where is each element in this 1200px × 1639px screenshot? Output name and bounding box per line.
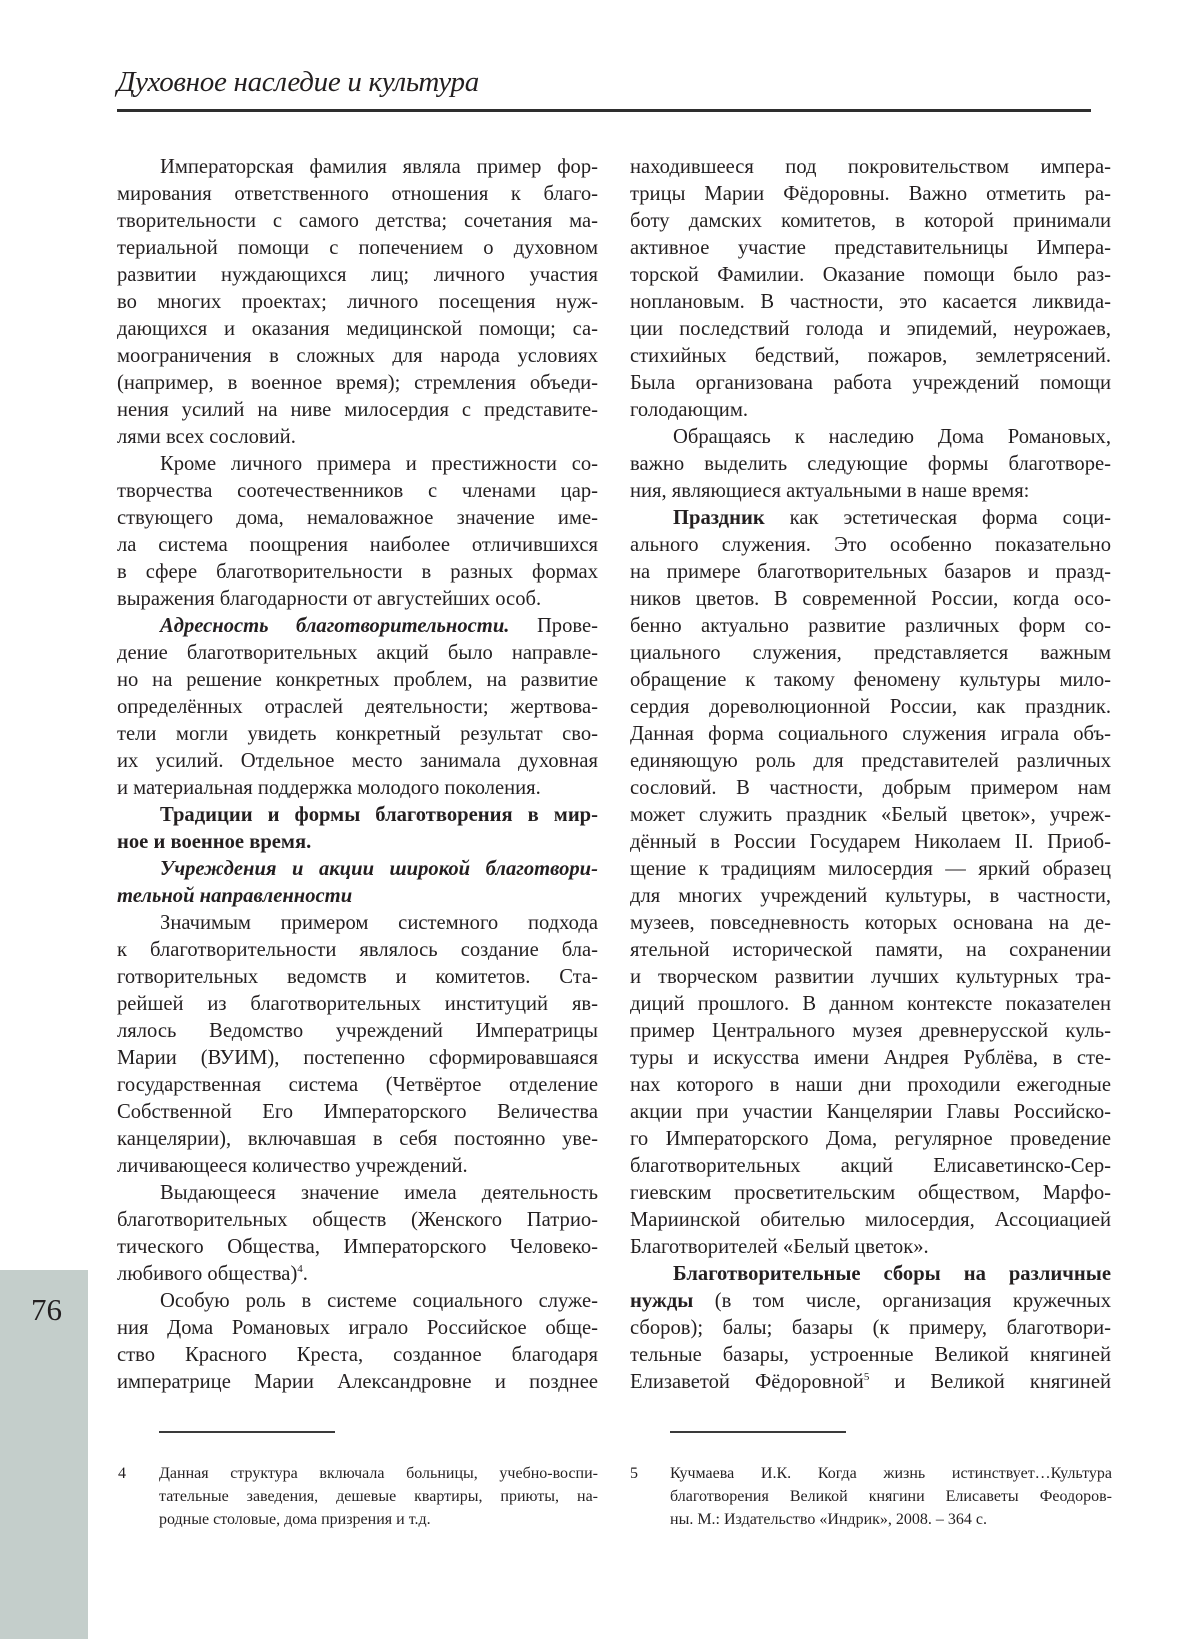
text-line: нах которого в наши дни проходили ежегодные: [630, 1072, 1111, 1099]
footnote-text: [159, 1462, 598, 1531]
text-line: дение благотворительных акций было направле-: [117, 640, 598, 667]
text-line: акции при участии Канцелярии Главы Российско-: [630, 1099, 1111, 1126]
text-line: творчества соотечественников с членами цар-: [117, 478, 598, 505]
footnote-line: Кучмаева И.К. Когда жизнь истинствует…Культура: [670, 1462, 1112, 1485]
text-line: творительности с самого детства; сочетания ма-: [117, 208, 598, 235]
text-line: голодающим.: [630, 397, 1111, 424]
text-line: [630, 1261, 1111, 1288]
footnote-reference: 4: [297, 1263, 303, 1275]
text-line: благотворительных акций Елисаветинско-Сер-: [630, 1153, 1111, 1180]
text-line: Была организована работа учреждений помощи: [630, 370, 1111, 397]
text-line: гиевским просветительским обществом, Марфо-: [630, 1180, 1111, 1207]
text-line: моограничения в сложных для народа условиях: [117, 343, 598, 370]
text-line: но на решение конкретных проблем, на развитие: [117, 667, 598, 694]
text-line: ников цветов. В современной России, когда осо-: [630, 586, 1111, 613]
text-line: ство Красного Креста, созданное благодаря: [117, 1342, 598, 1369]
text-line: диций прошлого. В данном контексте показателен: [630, 991, 1111, 1018]
text-line: и творческом развитии лучших культурных тра-: [630, 964, 1111, 991]
footnote-line: тательные заведения, дешевые квартиры, приюты, на-: [159, 1485, 598, 1508]
text-line: го Императорского Дома, регулярное проведение: [630, 1126, 1111, 1153]
text-line: мирования ответственного отношения к благо-: [117, 181, 598, 208]
text-line: бенно актуально развитие различных форм со-: [630, 613, 1111, 640]
text-line: пример Центрального музея древнерусской куль-: [630, 1018, 1111, 1045]
text-line: териальной помощи с попечением о духовном: [117, 235, 598, 262]
footnote-line: благотворения Великой княгини Елисаветы Феодоров-: [670, 1485, 1112, 1508]
text-line: для многих учреждений культуры, в частности,: [630, 883, 1111, 910]
text-line: тического Общества, Императорского Человеко-: [117, 1234, 598, 1261]
text-line: Благотворителей «Белый цветок».: [630, 1234, 1111, 1261]
text-run: Адресность благотворительности.: [160, 615, 509, 637]
text-line: важно выделить следующие формы благотворе-: [630, 451, 1111, 478]
footnote-reference: 5: [864, 1371, 870, 1383]
text-line: тели могли увидеть конкретный результат сво-: [117, 721, 598, 748]
text-line: обращение к такому феномену культуры мило-: [630, 667, 1111, 694]
text-line: в сфере благотворительности в разных формах: [117, 559, 598, 586]
text-line: Данная форма социального служения играла объ-: [630, 721, 1111, 748]
text-line: их усилий. Отдельное место занимала духовная: [117, 748, 598, 775]
text-line: дающихся и оказания медицинской помощи; са-: [117, 316, 598, 343]
text-line: ального служения. Это особенно показательно: [630, 532, 1111, 559]
text-run: Прове-: [509, 615, 598, 637]
text-line: Значимым примером системного подхода: [117, 910, 598, 937]
text-line: Традиции и формы благотворения в мир-: [117, 802, 598, 829]
text-line: единяющую роль для представителей различных: [630, 748, 1111, 775]
text-line: готворительных ведомств и комитетов. Ста-: [117, 964, 598, 991]
text-line: Учреждения и акции широкой благотвори-: [117, 856, 598, 883]
header-rule: [117, 109, 1091, 112]
text-line: активное участие представительницы Импера-: [630, 235, 1111, 262]
text-run: Елизаветой Фёдоровной: [630, 1371, 864, 1393]
text-line: [630, 1288, 1111, 1315]
text-line: Кроме личного примера и престижности со-: [117, 451, 598, 478]
text-run: Праздник: [673, 507, 765, 529]
footnote-text: [670, 1462, 1112, 1531]
text-line: тельной направленности: [117, 883, 598, 910]
text-line: Императорская фамилия являла пример фор-: [117, 154, 598, 181]
text-line: щение к традициям милосердия — яркий образец: [630, 856, 1111, 883]
text-line: канцелярии), включавшая в себя постоянно уве-: [117, 1126, 598, 1153]
text-line: Обращаясь к наследию Дома Романовых,: [630, 424, 1111, 451]
text-line: боту дамских комитетов, в которой принимали: [630, 208, 1111, 235]
text-run: как эстетическая форма соци-: [765, 507, 1111, 529]
text-line: ния, являющиеся актуальными в наше время:: [630, 478, 1111, 505]
text-run: (в том числе, организация кружечных: [693, 1290, 1111, 1312]
text-line: ное и военное время.: [117, 829, 598, 856]
text-line: лями всех сословий.: [117, 424, 598, 451]
text-line: [630, 505, 1111, 532]
text-line: императрице Марии Александровне и позднее: [117, 1369, 598, 1396]
text-line: на примере благотворительных базаров и празд-: [630, 559, 1111, 586]
footnote-line: ны. М.: Издательство «Индрик», 2008. – 364 с.: [670, 1508, 1112, 1531]
text-line: музеев, повседневность которых основана на де-: [630, 910, 1111, 937]
footnote-separator-right: [670, 1431, 846, 1433]
footnote-number: 5: [630, 1462, 638, 1485]
text-line: дённый в России Государем Николаем II. Приоб-: [630, 829, 1111, 856]
text-run: нужды: [630, 1290, 693, 1312]
text-line: ния Дома Романовых играло Российское обще-: [117, 1315, 598, 1342]
text-line: [117, 1261, 598, 1288]
text-line: государственная система (Четвёртое отделение: [117, 1072, 598, 1099]
text-line: находившееся под покровительством импера-: [630, 154, 1111, 181]
text-line: может служить праздник «Белый цветок», учреж-: [630, 802, 1111, 829]
text-run: Благотворительные сборы на различные: [673, 1263, 1111, 1285]
text-line: благотворительных обществ (Женского Патрио-: [117, 1207, 598, 1234]
text-run: и Великой княгиней: [869, 1371, 1111, 1393]
text-line: нения усилий на ниве милосердия с представите-: [117, 397, 598, 424]
text-line: ции последствий голода и эпидемий, неурожаев,: [630, 316, 1111, 343]
text-line: сословий. В частности, добрым примером нам: [630, 775, 1111, 802]
text-line: Особую роль в системе социального служе-: [117, 1288, 598, 1315]
text-line: Собственной Его Императорского Величества: [117, 1099, 598, 1126]
text-line: и материальная поддержка молодого поколения.: [117, 775, 598, 802]
footnote-separator-left: [159, 1431, 335, 1433]
text-line: сборов); балы; базары (к примеру, благотвори-: [630, 1315, 1111, 1342]
text-line: стихийных бедствий, пожаров, землетрясений.: [630, 343, 1111, 370]
text-line: лялось Ведомство учреждений Императрицы: [117, 1018, 598, 1045]
text-line: развитии нуждающихся лиц; личного участия: [117, 262, 598, 289]
footnote-number: 4: [118, 1462, 126, 1485]
text-line: выражения благодарности от августейших особ.: [117, 586, 598, 613]
text-line: [630, 1369, 1111, 1396]
text-line: Марии (ВУИМ), постепенно сформировавшаяся: [117, 1045, 598, 1072]
text-line: Выдающееся значение имела деятельность: [117, 1180, 598, 1207]
text-line: [117, 613, 598, 640]
left-text-column: [117, 154, 598, 1396]
text-line: определённых отраслей деятельности; жертвова-: [117, 694, 598, 721]
right-text-column: [630, 154, 1111, 1396]
text-line: Мариинской обителью милосердия, Ассоциацией: [630, 1207, 1111, 1234]
text-line: тельные базары, устроенные Великой княгиней: [630, 1342, 1111, 1369]
running-head-title: Духовное наследие и культура: [117, 66, 479, 99]
footnote-line: Данная структура включала больницы, учебно-воспи-: [159, 1462, 598, 1485]
footnote-line: родные столовые, дома призрения и т.д.: [159, 1508, 598, 1531]
text-line: во многих проектах; личного посещения нуж-: [117, 289, 598, 316]
text-line: сердия дореволюционной России, как праздник.: [630, 694, 1111, 721]
text-line: личивающееся количество учреждений.: [117, 1153, 598, 1180]
text-line: ноплановым. В частности, это касается ликвида-: [630, 289, 1111, 316]
text-line: циального служения, представляется важным: [630, 640, 1111, 667]
text-line: к благотворительности являлось создание бла-: [117, 937, 598, 964]
text-line: ятельной исторической памяти, на сохранении: [630, 937, 1111, 964]
text-run: любивого общества): [117, 1263, 297, 1285]
page-number: 76: [31, 1292, 62, 1328]
text-line: ла система поощрения наиболее отличившихся: [117, 532, 598, 559]
text-run: .: [303, 1263, 308, 1285]
text-line: (например, в военное время); стремления объеди-: [117, 370, 598, 397]
text-line: рейшей из благотворительных институций яв-: [117, 991, 598, 1018]
text-line: торской Фамилии. Оказание помощи было раз-: [630, 262, 1111, 289]
text-line: ствующего дома, немаловажное значение име-: [117, 505, 598, 532]
text-line: трицы Марии Фёдоровны. Важно отметить ра-: [630, 181, 1111, 208]
text-line: туры и искусства имени Андрея Рублёва, в сте-: [630, 1045, 1111, 1072]
